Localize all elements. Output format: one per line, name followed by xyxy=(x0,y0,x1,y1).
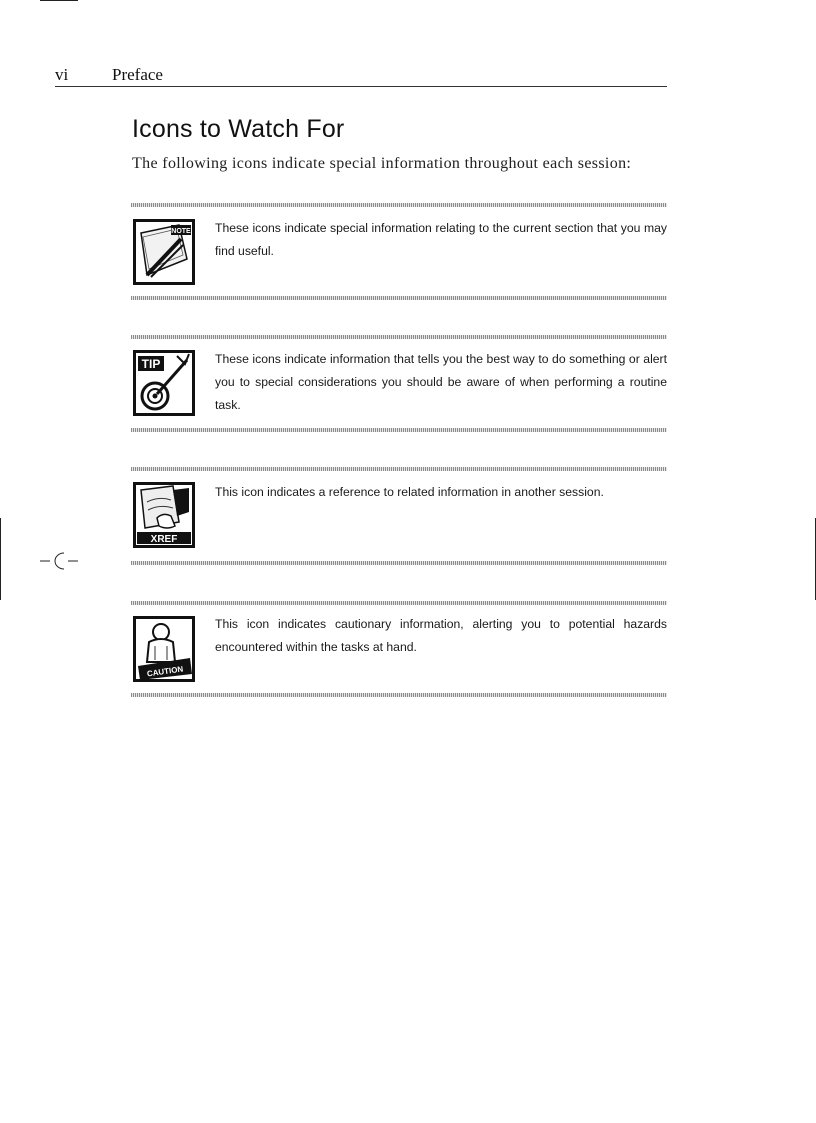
xref-callout-text: This icon indicates a reference to related information in another session. xyxy=(215,485,604,499)
running-head-title: Preface xyxy=(112,65,163,84)
caution-icon xyxy=(133,616,195,682)
section-title: Icons to Watch For xyxy=(132,115,345,143)
tip-icon-label: TIP xyxy=(141,357,161,371)
running-head xyxy=(55,64,667,87)
caution-icon-label: CAUTION xyxy=(146,664,184,679)
callout-rule-top xyxy=(131,467,667,471)
callout-rule-top xyxy=(131,203,667,207)
note-callout-text: These icons indicate special information relating to the current section that you may find useful. xyxy=(215,221,667,258)
caution-callout-text: This icon indicates cautionary information, alerting you to potential hazards encountered within the tasks at hand. xyxy=(215,617,667,654)
intro-paragraph: The following icons indicate special information throughout each session: xyxy=(132,155,632,172)
note-callout xyxy=(131,203,667,303)
crop-mark-left xyxy=(0,518,1,600)
callout-rule-bottom xyxy=(131,296,667,300)
caution-callout xyxy=(131,601,667,700)
registration-mark xyxy=(40,550,80,572)
tip-icon xyxy=(133,350,195,416)
tip-callout-text: These icons indicate information that tells you the best way to do something or alert you to special considerations you should be aware of when performing a routine task. xyxy=(215,352,667,412)
page-number: vi xyxy=(55,65,69,84)
xref-icon xyxy=(133,482,195,548)
note-icon xyxy=(133,219,195,285)
xref-callout xyxy=(131,467,667,568)
crop-mark-top xyxy=(40,0,78,1)
callout-rule-bottom xyxy=(131,693,667,697)
callout-rule-bottom xyxy=(131,428,667,432)
callout-rule-bottom xyxy=(131,561,667,565)
callout-rule-top xyxy=(131,335,667,339)
xref-icon-label: XREF xyxy=(150,534,178,545)
note-icon-label: NOTE xyxy=(171,228,191,235)
tip-callout xyxy=(131,335,667,435)
callout-rule-top xyxy=(131,601,667,605)
